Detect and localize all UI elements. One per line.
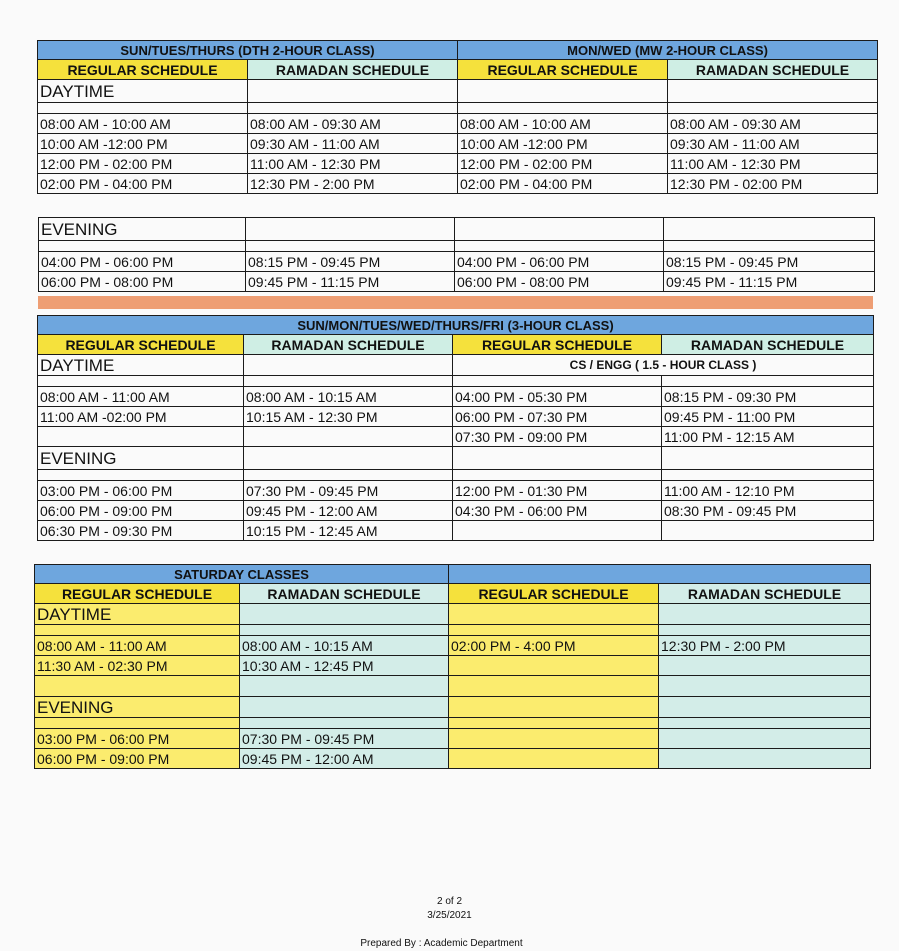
section-divider [38, 296, 873, 309]
dth-mw-evening-table [38, 217, 875, 292]
time-cell: 10:30 AM - 12:45 PM [240, 656, 449, 676]
table-row [39, 252, 875, 272]
ramadan-header: RAMADAN SCHEDULE [244, 335, 453, 355]
table-row [38, 427, 874, 447]
time-cell: 10:15 PM - 12:45 AM [244, 521, 453, 541]
time-cell: 11:00 AM - 12:30 PM [668, 154, 878, 174]
time-cell [244, 427, 453, 447]
time-cell: 08:00 AM - 10:00 AM [38, 114, 248, 134]
time-cell: 06:00 PM - 07:30 PM [453, 407, 662, 427]
time-cell: 12:30 PM - 2:00 PM [659, 636, 871, 656]
time-cell: 09:45 PM - 12:00 AM [244, 501, 453, 521]
regular-header: REGULAR SCHEDULE [449, 584, 659, 604]
time-cell: 02:00 PM - 4:00 PM [449, 636, 659, 656]
table-row [35, 749, 871, 769]
evening-label: EVENING [39, 218, 246, 241]
page-number: 2 of 2 [436, 896, 463, 907]
time-cell: 08:00 AM - 10:15 AM [244, 387, 453, 407]
evening-label: EVENING [35, 697, 240, 718]
time-cell: 12:00 PM - 01:30 PM [453, 481, 662, 501]
time-cell: 11:30 AM - 02:30 PM [35, 656, 240, 676]
time-cell: 08:00 AM - 09:30 AM [668, 114, 878, 134]
three-hour-schedule-table [37, 315, 874, 541]
ramadan-header: RAMADAN SCHEDULE [668, 60, 878, 80]
regular-header: REGULAR SCHEDULE [38, 60, 248, 80]
time-cell [453, 521, 662, 541]
daytime-label: DAYTIME [38, 80, 248, 103]
time-cell: 06:00 PM - 09:00 PM [38, 501, 244, 521]
time-cell: 02:00 PM - 04:00 PM [38, 174, 248, 194]
time-cell: 06:00 PM - 08:00 PM [455, 272, 664, 292]
table-row [38, 114, 878, 134]
ramadan-header: RAMADAN SCHEDULE [662, 335, 874, 355]
time-cell: 08:15 PM - 09:45 PM [246, 252, 455, 272]
table-row [35, 656, 871, 676]
regular-header: REGULAR SCHEDULE [458, 60, 668, 80]
time-cell [659, 749, 871, 769]
ramadan-header: RAMADAN SCHEDULE [240, 584, 449, 604]
time-cell: 08:30 PM - 09:45 PM [662, 501, 874, 521]
table-row [35, 636, 871, 656]
time-cell: 02:00 PM - 04:00 PM [458, 174, 668, 194]
time-cell: 06:00 PM - 09:00 PM [35, 749, 240, 769]
time-cell: 04:00 PM - 05:30 PM [453, 387, 662, 407]
time-cell: 04:30 PM - 06:00 PM [453, 501, 662, 521]
ramadan-header: RAMADAN SCHEDULE [248, 60, 458, 80]
regular-header: REGULAR SCHEDULE [453, 335, 662, 355]
time-cell: 09:30 AM - 11:00 AM [668, 134, 878, 154]
document-date: 3/25/2021 [427, 910, 472, 921]
time-cell: 08:00 AM - 11:00 AM [38, 387, 244, 407]
time-cell: 10:00 AM -12:00 PM [458, 134, 668, 154]
time-cell: 03:00 PM - 06:00 PM [38, 481, 244, 501]
table-row [38, 521, 874, 541]
time-cell [449, 656, 659, 676]
daytime-label: DAYTIME [38, 355, 244, 376]
time-cell: 11:00 AM - 12:30 PM [248, 154, 458, 174]
time-cell: 04:00 PM - 06:00 PM [39, 252, 246, 272]
time-cell: 10:00 AM -12:00 PM [38, 134, 248, 154]
table-row [38, 481, 874, 501]
dth-mw-schedule-table [37, 40, 878, 194]
time-cell: 08:00 AM - 09:30 AM [248, 114, 458, 134]
evening-label: EVENING [38, 447, 244, 470]
time-cell: 04:00 PM - 06:00 PM [455, 252, 664, 272]
time-cell: 12:30 PM - 2:00 PM [248, 174, 458, 194]
time-cell: 09:45 PM - 11:15 PM [246, 272, 455, 292]
time-cell: 06:00 PM - 08:00 PM [39, 272, 246, 292]
daytime-label: DAYTIME [35, 604, 240, 625]
table-row [39, 272, 875, 292]
time-cell: 08:15 PM - 09:30 PM [662, 387, 874, 407]
time-cell: 07:30 PM - 09:00 PM [453, 427, 662, 447]
table-row [35, 729, 871, 749]
cs-engg-label: CS / ENGG ( 1.5 - HOUR CLASS ) [453, 355, 874, 376]
saturday-schedule-table [34, 564, 871, 769]
regular-header: REGULAR SCHEDULE [35, 584, 240, 604]
time-cell: 08:00 AM - 10:15 AM [240, 636, 449, 656]
time-cell: 09:45 PM - 11:15 PM [664, 272, 875, 292]
time-cell: 09:30 AM - 11:00 AM [248, 134, 458, 154]
mw-title: MON/WED (MW 2-HOUR CLASS) [458, 41, 878, 60]
dth-title: SUN/TUES/THURS (DTH 2-HOUR CLASS) [38, 41, 458, 60]
time-cell: 07:30 PM - 09:45 PM [240, 729, 449, 749]
time-cell: 12:30 PM - 02:00 PM [668, 174, 878, 194]
prepared-by: Prepared By : Academic Department [360, 938, 523, 949]
regular-header: REGULAR SCHEDULE [38, 335, 244, 355]
time-cell: 11:00 PM - 12:15 AM [662, 427, 874, 447]
time-cell: 09:45 PM - 11:00 PM [662, 407, 874, 427]
time-cell [449, 749, 659, 769]
time-cell: 10:15 AM - 12:30 PM [244, 407, 453, 427]
time-cell [449, 729, 659, 749]
three-hour-title: SUN/MON/TUES/WED/THURS/FRI (3-HOUR CLASS) [38, 316, 874, 335]
saturday-title: SATURDAY CLASSES [35, 565, 449, 584]
table-row [38, 174, 878, 194]
time-cell: 08:15 PM - 09:45 PM [664, 252, 875, 272]
ramadan-header: RAMADAN SCHEDULE [659, 584, 871, 604]
time-cell: 08:00 AM - 11:00 AM [35, 636, 240, 656]
time-cell: 06:30 PM - 09:30 PM [38, 521, 244, 541]
time-cell [662, 521, 874, 541]
time-cell: 12:00 PM - 02:00 PM [38, 154, 248, 174]
table-row [38, 387, 874, 407]
time-cell [659, 656, 871, 676]
time-cell: 08:00 AM - 10:00 AM [458, 114, 668, 134]
time-cell: 11:00 AM -02:00 PM [38, 407, 244, 427]
time-cell [38, 427, 244, 447]
table-row [38, 407, 874, 427]
time-cell [659, 729, 871, 749]
time-cell: 12:00 PM - 02:00 PM [458, 154, 668, 174]
table-row [38, 501, 874, 521]
table-row [38, 154, 878, 174]
time-cell: 11:00 AM - 12:10 PM [662, 481, 874, 501]
time-cell: 07:30 PM - 09:45 PM [244, 481, 453, 501]
time-cell: 09:45 PM - 12:00 AM [240, 749, 449, 769]
time-cell: 03:00 PM - 06:00 PM [35, 729, 240, 749]
table-row [38, 134, 878, 154]
